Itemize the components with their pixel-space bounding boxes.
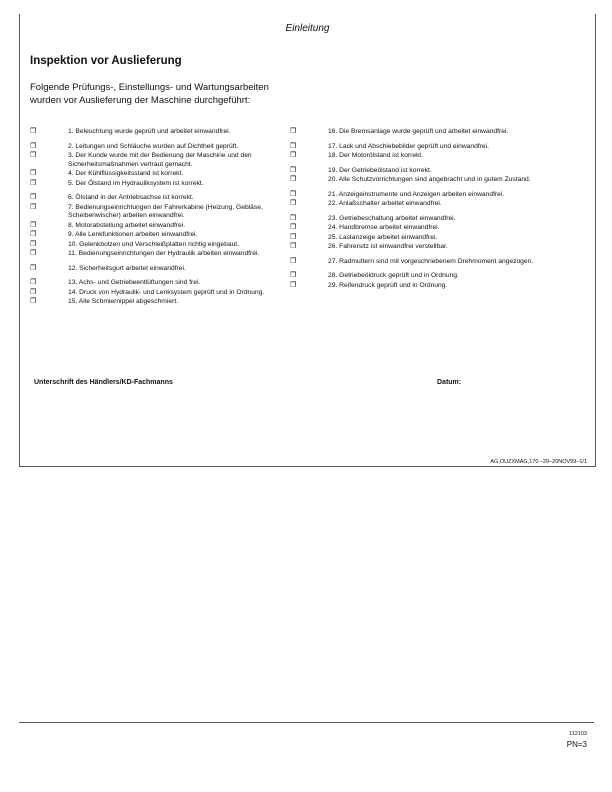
- page-number: PN=3: [566, 740, 587, 749]
- checklist-item: [290, 224, 560, 233]
- checkbox-icon[interactable]: ❐: [30, 194, 37, 201]
- checklist-item: [30, 241, 300, 250]
- checklist-item-text: 17. Lack und Abschiebebilder geprüft und einwandfrei.: [328, 142, 489, 150]
- checklist-item-text: 26. Fahrersitz ist einwandfrei verstellbar.: [328, 243, 448, 250]
- checklist-item-text: 22. Anlaßschalter arbeitet einwandfrei.: [328, 200, 442, 207]
- checklist-item: [290, 215, 560, 224]
- checkbox-icon[interactable]: ❐: [30, 250, 37, 257]
- checklist-item-text: 24. Handbremse arbeitet einwandfrei.: [328, 224, 440, 231]
- section-title: Einleitung: [285, 23, 330, 34]
- checklist-item: [290, 191, 560, 200]
- checklist-item-text: 21. Anzeigeinstrumente und Anzeigen arbeiten einwandfrei.: [328, 190, 505, 198]
- date-label: Datum:: [437, 379, 462, 386]
- footer-rule: [19, 722, 594, 723]
- checkbox-icon[interactable]: ❐: [30, 128, 37, 135]
- checklist-right-column: [290, 128, 560, 291]
- checklist-item-text: 20. Alle Schutzvorrichtungen sind angebracht und in gutem Zustand.: [328, 176, 531, 183]
- checkbox-icon[interactable]: ❐: [290, 166, 297, 174]
- checkbox-icon[interactable]: ❐: [290, 257, 297, 265]
- checkbox-icon[interactable]: ❐: [290, 142, 297, 150]
- checkbox-icon[interactable]: ❐: [290, 243, 297, 250]
- checklist-item-text: 9. Alle Lenkfunktionen arbeiten einwandfrei.: [68, 231, 198, 238]
- checklist-item-text: 28. Getriebeöldruck geprüft und in Ordnung.: [328, 272, 459, 279]
- checklist-item: [290, 243, 560, 252]
- page-title: Inspektion vor Auslieferung: [30, 55, 182, 67]
- checkbox-icon[interactable]: ❐: [290, 152, 297, 159]
- checklist-item-text: 3. Der Kunde wurde mit der Bedienung der Maschine und den Sicherheitsmaßnahmen vertraut gemacht.: [68, 152, 252, 168]
- checkbox-icon[interactable]: ❐: [30, 288, 37, 296]
- checklist-item: [30, 265, 300, 274]
- checkbox-icon[interactable]: ❐: [30, 170, 37, 177]
- checklist-item: [290, 128, 560, 137]
- checkbox-icon[interactable]: ❐: [290, 200, 297, 207]
- checklist-item-text: 8. Motorabstellung arbeitet einwandfrei.: [68, 221, 186, 229]
- checklist-item-text: 15. Alle Schmiernippel abgeschmiert.: [68, 298, 179, 305]
- checkbox-icon[interactable]: ❐: [30, 142, 37, 150]
- checklist-item: [30, 204, 300, 221]
- checkbox-icon[interactable]: ❐: [30, 240, 37, 248]
- checklist-item-text: 10. Gelenkbolzen und Verschleißplatten richtig eingebaut.: [68, 240, 240, 248]
- checklist-item: [290, 282, 560, 291]
- checklist-item-text: 19. Der Getriebeölstand ist korrekt.: [328, 166, 432, 174]
- checkbox-icon[interactable]: ❐: [290, 190, 297, 198]
- checklist-item-text: 25. Lastanzeige arbeitet einwandfrei.: [328, 233, 438, 241]
- checkbox-icon[interactable]: ❐: [30, 298, 37, 305]
- checklist-item-text: 23. Getriebeschaltung arbeitet einwandfrei.: [328, 214, 456, 222]
- checklist-item: [30, 152, 300, 169]
- checkbox-icon[interactable]: ❐: [30, 152, 37, 159]
- checklist-item-text: 1. Beleuchtung wurde geprüft und arbeitet einwandfrei.: [68, 128, 231, 135]
- checklist-item-text: 11. Bedienungseinrichtungen der Hydraulik arbeiten einwandfrei.: [68, 250, 260, 257]
- signature-label: Unterschrift des Händlers/KD-Fachmanns: [34, 379, 173, 386]
- checkbox-icon[interactable]: ❐: [30, 179, 37, 187]
- checklist-item-text: 6. Ölstand in der Antriebsachse ist korrekt.: [68, 194, 194, 201]
- checkbox-icon[interactable]: ❐: [290, 224, 297, 231]
- checkbox-icon[interactable]: ❐: [30, 279, 37, 286]
- intro-text: Folgende Prüfungs-, Einstellungs- und Wartungsarbeiten wurden vor Auslieferung der Maschine durchgeführt:: [30, 82, 269, 106]
- image-number: 112103: [569, 731, 587, 737]
- checklist-item: [30, 170, 300, 179]
- checklist-item-text: 2. Leitungen und Schläuche wurden auf Dichtheit geprüft.: [68, 142, 239, 150]
- checkbox-icon[interactable]: ❐: [290, 233, 297, 241]
- checklist-item: [30, 222, 300, 231]
- checklist-item-text: 27. Radmuttern sind mit vorgeschriebenem Drehmoment angezogen.: [328, 257, 534, 265]
- checklist-item: [290, 272, 560, 281]
- checklist-item: [30, 298, 300, 307]
- checklist-item-text: 13. Achs- und Getriebeentlüftungen sind frei.: [68, 279, 201, 286]
- checkbox-icon[interactable]: ❐: [30, 231, 37, 238]
- header-frame: [19, 14, 596, 38]
- checklist-item-text: 7. Bedienungseinrichtungen der Fahrerkabine (Heizung, Gebläse, Scheibenwischer) arbeiten einwandfrei.: [68, 203, 263, 219]
- checklist-item: [30, 250, 300, 259]
- checklist-item-text: 14. Druck von Hydraulik- und Lenksystem geprüft und in Ordnung.: [68, 288, 265, 296]
- checklist-item: [290, 167, 560, 176]
- checklist-item-text: 29. Reifendruck geprüft und in Ordnung.: [328, 281, 448, 289]
- checklist-item: [30, 143, 300, 152]
- checkbox-icon[interactable]: ❐: [290, 272, 297, 279]
- checklist-item-text: 16. Die Bremsanlage wurde geprüft und arbeitet einwandfrei.: [328, 128, 509, 135]
- checkbox-icon[interactable]: ❐: [290, 176, 297, 183]
- checkbox-icon[interactable]: ❐: [30, 264, 37, 272]
- checklist-item: [290, 234, 560, 243]
- checklist-item-text: 5. Der Ölstand im Hydrauliksystem ist korrekt.: [68, 179, 204, 187]
- checklist-item-text: 4. Der Kühlflüssigkeitsstand ist korrekt.: [68, 170, 184, 177]
- checkbox-icon[interactable]: ❐: [290, 128, 297, 135]
- checklist-item: [290, 152, 560, 161]
- checklist-item: [30, 128, 300, 137]
- checklist-item-text: 18. Der Motorölstand ist korrekt.: [328, 152, 424, 159]
- checklist-item: [30, 180, 300, 189]
- checkbox-icon[interactable]: ❐: [290, 281, 297, 289]
- checklist-item: [30, 194, 300, 203]
- checkbox-icon[interactable]: ❐: [30, 221, 37, 229]
- checkbox-icon[interactable]: ❐: [30, 203, 37, 211]
- checkbox-icon[interactable]: ❐: [290, 214, 297, 222]
- checklist-item: [30, 231, 300, 240]
- checklist-item: [290, 143, 560, 152]
- checklist-item: [290, 176, 560, 185]
- reference-code: AG,OUZXMAG,170 –29–20NOV99–1/1: [490, 459, 587, 465]
- checklist-item: [30, 289, 300, 298]
- checklist-left-column: [30, 128, 300, 308]
- checklist-item: [290, 258, 560, 267]
- checklist-item: [290, 200, 560, 209]
- checklist-item: [30, 279, 300, 288]
- checklist-item-text: 12. Sicherheitsgurt arbeitet einwandfrei.: [68, 264, 186, 272]
